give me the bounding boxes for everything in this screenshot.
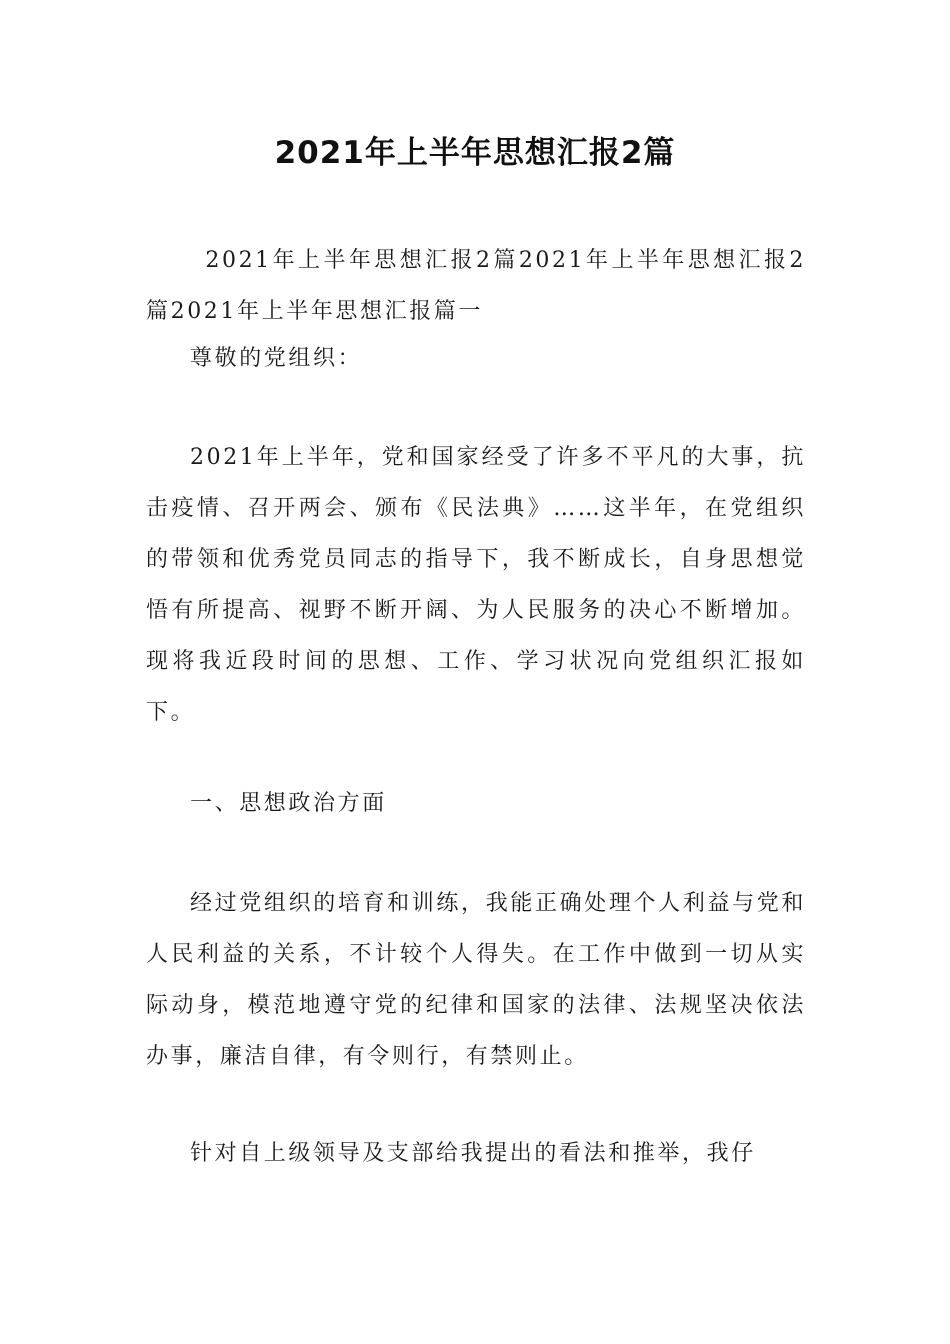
section-heading: 一、思想政治方面	[190, 791, 387, 816]
body-paragraph: 2021年上半年，党和国家经受了许多不平凡的大事，抗击疫情、召开两会、颁布《民法典》……这半年，在党组织的带领和优秀党员同志的指导下，我不断成长，自身思想觉悟有所提高、视野不断开阔、为人民服务的决心不断增加。现将我近段时间的思想、工作、学习状况向党组织汇报如下。	[146, 445, 806, 725]
intro-paragraph: 2021年上半年思想汇报2篇2021年上半年思想汇报2篇2021年上半年思想汇报篇一	[146, 248, 806, 324]
greeting-paragraph: 尊敬的党组织：	[190, 346, 363, 371]
document-title: 2021年上半年思想汇报2篇	[274, 135, 676, 171]
body-paragraph: 针对自上级领导及支部给我提出的看法和推举，我仔	[190, 1141, 756, 1166]
body-paragraph: 经过党组织的培育和训练，我能正确处理个人利益与党和人民利益的关系，不计较个人得失。在工作中做到一切从实际动身，模范地遵守党的纪律和国家的法律、法规坚决依法办事，廉洁自律，有令则行，有禁则止。	[146, 891, 806, 1069]
